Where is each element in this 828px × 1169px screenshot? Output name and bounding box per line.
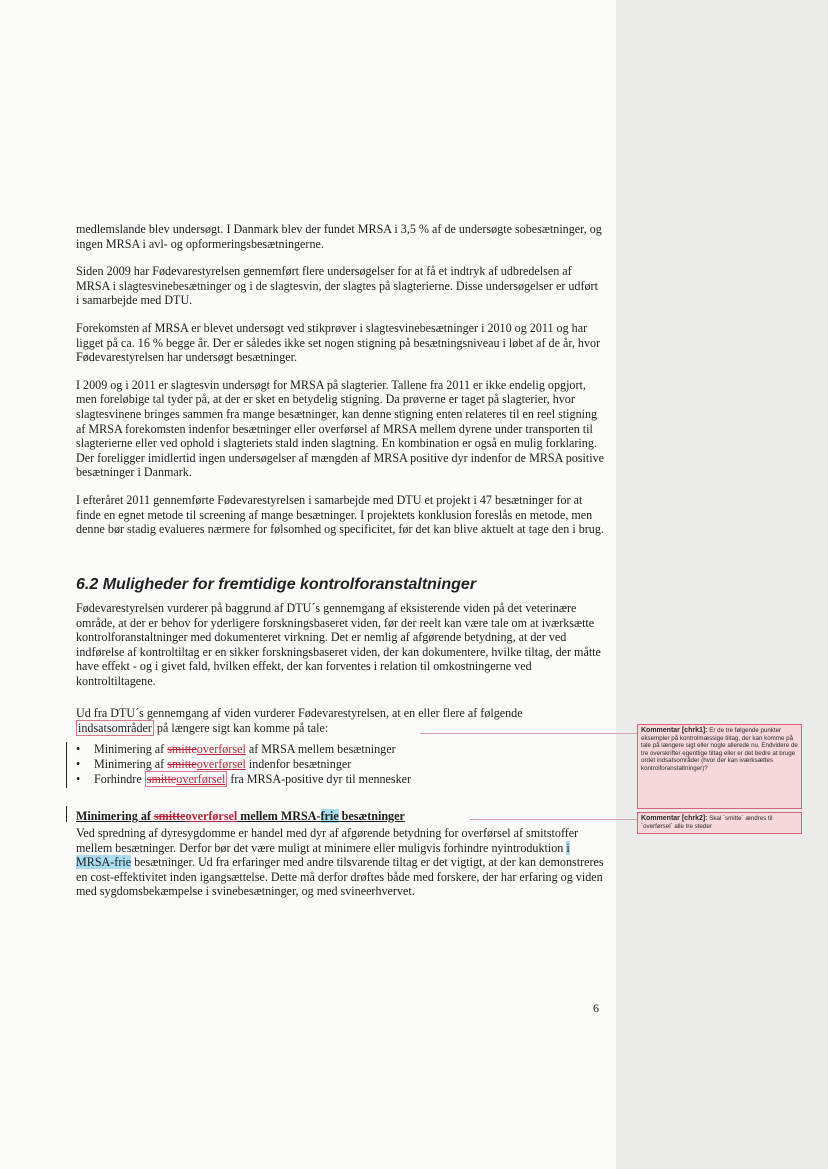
comment-margin: [616, 0, 828, 1169]
comment-balloon-1[interactable]: [637, 724, 802, 809]
comment-leader-line: [420, 733, 637, 734]
paragraph-7-text-a: Ud fra DTU´s gennemgang af viden vurderer Fødevarestyrelsen, at en eller flere af følgende: [76, 706, 523, 720]
tracked-insertion[interactable]: overførsel: [196, 742, 246, 756]
change-bar: [66, 806, 67, 822]
change-bar: [66, 742, 67, 788]
tracked-deletion[interactable]: smitte: [167, 742, 197, 756]
tracked-insertion[interactable]: overførsel: [185, 809, 238, 823]
comment-anchor-1[interactable]: indsatsområder: [78, 720, 152, 735]
bullet-text: af MRSA mellem besætninger: [245, 742, 396, 756]
comment-text: Er de tre følgende punkter eksempler på kontrolmæssige tiltag, der kan komme på tale på længere sigt eller nogle allerede nu. Endvidere de tre overskrifter egentlige tiltag eller er det bedre at bruge ordet indsatsområder (hvor der kan iværksættes kontrolforanstaltninger)?: [641, 727, 798, 772]
paragraph-9-text-b: besætninger. Ud fra erfaringer med andre tilsvarende tiltag er det vigtigt, at der kan demonstreres en cost-effektivitet inden igangsættelse. Dette må derfor drøftes både med forskere, der har erfaring og viden med sygdomsbekæmpelse i svinebesætninger, og med svineerhvervet.: [76, 855, 604, 899]
subsection-heading: [76, 809, 616, 824]
subheading-text: Minimering af: [76, 809, 154, 823]
body-paragraphs: [76, 222, 604, 550]
paragraph-1: medlemslande blev undersøgt. I Danmark blev der fundet MRSA i 3,5 % af de undersøgte sobesætninger, og ingen MRSA i avl- og opformeringsbesætningerne.: [76, 222, 602, 251]
section-body: [76, 601, 604, 702]
bullet-text: fra MRSA-positive dyr til mennesker: [227, 772, 412, 787]
bullet-text: Forhindre: [94, 772, 145, 787]
comment-leader-line: [470, 819, 637, 820]
paragraph-5: I efteråret 2011 gennemførte Fødevarestyrelsen i samarbejde med DTU et projekt i 47 besætninger for at finde en egnet metode til screening af mange besætninger. I projektets konklusion foreslås en metode, men denne bør stadig evalueres nærmere for følsomhed og specificitet, før det kan blive aktuelt at tage den i brug.: [76, 492, 604, 537]
comment-author: Kommentar [chrk2]:: [641, 815, 708, 822]
paragraph-7-text-b: på længere sigt kan komme på tale:: [153, 720, 329, 735]
bullet-item: [76, 757, 616, 772]
tracked-deletion[interactable]: smitte: [146, 772, 177, 787]
bullet-list: [76, 742, 616, 788]
bullet-text: Minimering af: [94, 757, 168, 772]
comment-balloon-2[interactable]: [637, 812, 802, 834]
paragraph-9-text-a: Ved spredning af dyresygdomme er handel med dyr af afgørende betydning for overførsel af smitstoffer mellem besætninger. Derfor bør det være muligt at minimere eller muligvis forhindre nyintroduktion: [76, 826, 579, 855]
comment-text: Skal ´smitte´ ændres til ´overførsel´ alle tre steder: [641, 815, 773, 830]
paragraph-2: Siden 2009 har Fødevarestyrelsen gennemført flere undersøgelser for at få et indtryk af udbredelsen af MRSA i slagtesvinebesætninger og i de slagtesvin, der slagtes på slagterierne. Disse undersøgelser er udført i samarbejde med DTU.: [76, 264, 598, 308]
paragraph-9: [76, 826, 604, 899]
subheading-text: mellem MRSA-: [237, 809, 321, 823]
subheading-text: besætninger: [338, 809, 405, 823]
bullet-text: Minimering af: [94, 742, 168, 756]
tracked-insertion[interactable]: overførsel: [176, 772, 226, 787]
highlighted-text[interactable]: frie: [320, 809, 339, 823]
paragraph-7: [76, 706, 604, 735]
paragraph-3: Forekomsten af MRSA er blevet undersøgt ved stikprøver i slagtesvinebesætninger i 2010 og 2011 og har ligget på ca. 16 % begge år. Der er således ikke set nogen stigning på besætningsniveau i løbet af de år, hvor Fødevarestyrelsen har undersøgt besætninger.: [76, 320, 601, 365]
comment-author: Kommentar [chrk1]:: [641, 727, 708, 734]
tracked-insertion[interactable]: overførsel: [196, 757, 246, 772]
bullet-item: [76, 772, 616, 787]
section-heading: 6.2 Muligheder for fremtidige kontrolforanstaltninger: [76, 576, 477, 593]
bullet-item: [76, 742, 616, 757]
tracked-deletion[interactable]: smitte: [167, 757, 197, 772]
highlighted-text[interactable]: i MRSA-frie: [76, 840, 570, 870]
bullet-text: indenfor besætninger: [245, 757, 352, 772]
page-number: 6: [593, 1001, 599, 1015]
paragraph-4: I 2009 og i 2011 er slagtesvin undersøgt for MRSA på slagterier. Tallene fra 2011 er ikke endelig opgjort, men foreløbige tal tyder på, at der er sket en betydelig stigning. Da prøverne er taget på slagterier, hvor slagtesvinene bringes sammen fra mange besætninger, kan denne stigning enten relateres til en reel stigning af MRSA forekomsten indenfor besætninger eller overførsel af MRSA mellem dyrene under transporten til slagterierne eller ved ophold i slagteriets stald inden slagtning. En kombination er også en mulig forklaring. Der foreligger imidlertid ingen undersøgelser af mængden af MRSA positive dyr indenfor de MRSA positive besætninger i Danmark.: [76, 377, 605, 480]
tracked-deletion[interactable]: smitte: [153, 809, 186, 823]
paragraph-6: Fødevarestyrelsen vurderer på baggrund af DTU´s gennemgang af eksisterende viden på det veterinære område, at der er behov for yderligere forskningsbaseret viden, før der reelt kan være tale om at iværksætte kontrolforanstaltninger med dokumenteret virkning. Det er nemlig af afgørende betydning, at der ved indførelse af kontroltiltag er en sikker forskningsbaseret viden, der kan dokumentere, hvilke tiltag, der måtte have effekt - og i givet fald, hvilken effekt, der kan forventes i relation til omkostningerne ved kontroltiltagene.: [76, 601, 601, 688]
